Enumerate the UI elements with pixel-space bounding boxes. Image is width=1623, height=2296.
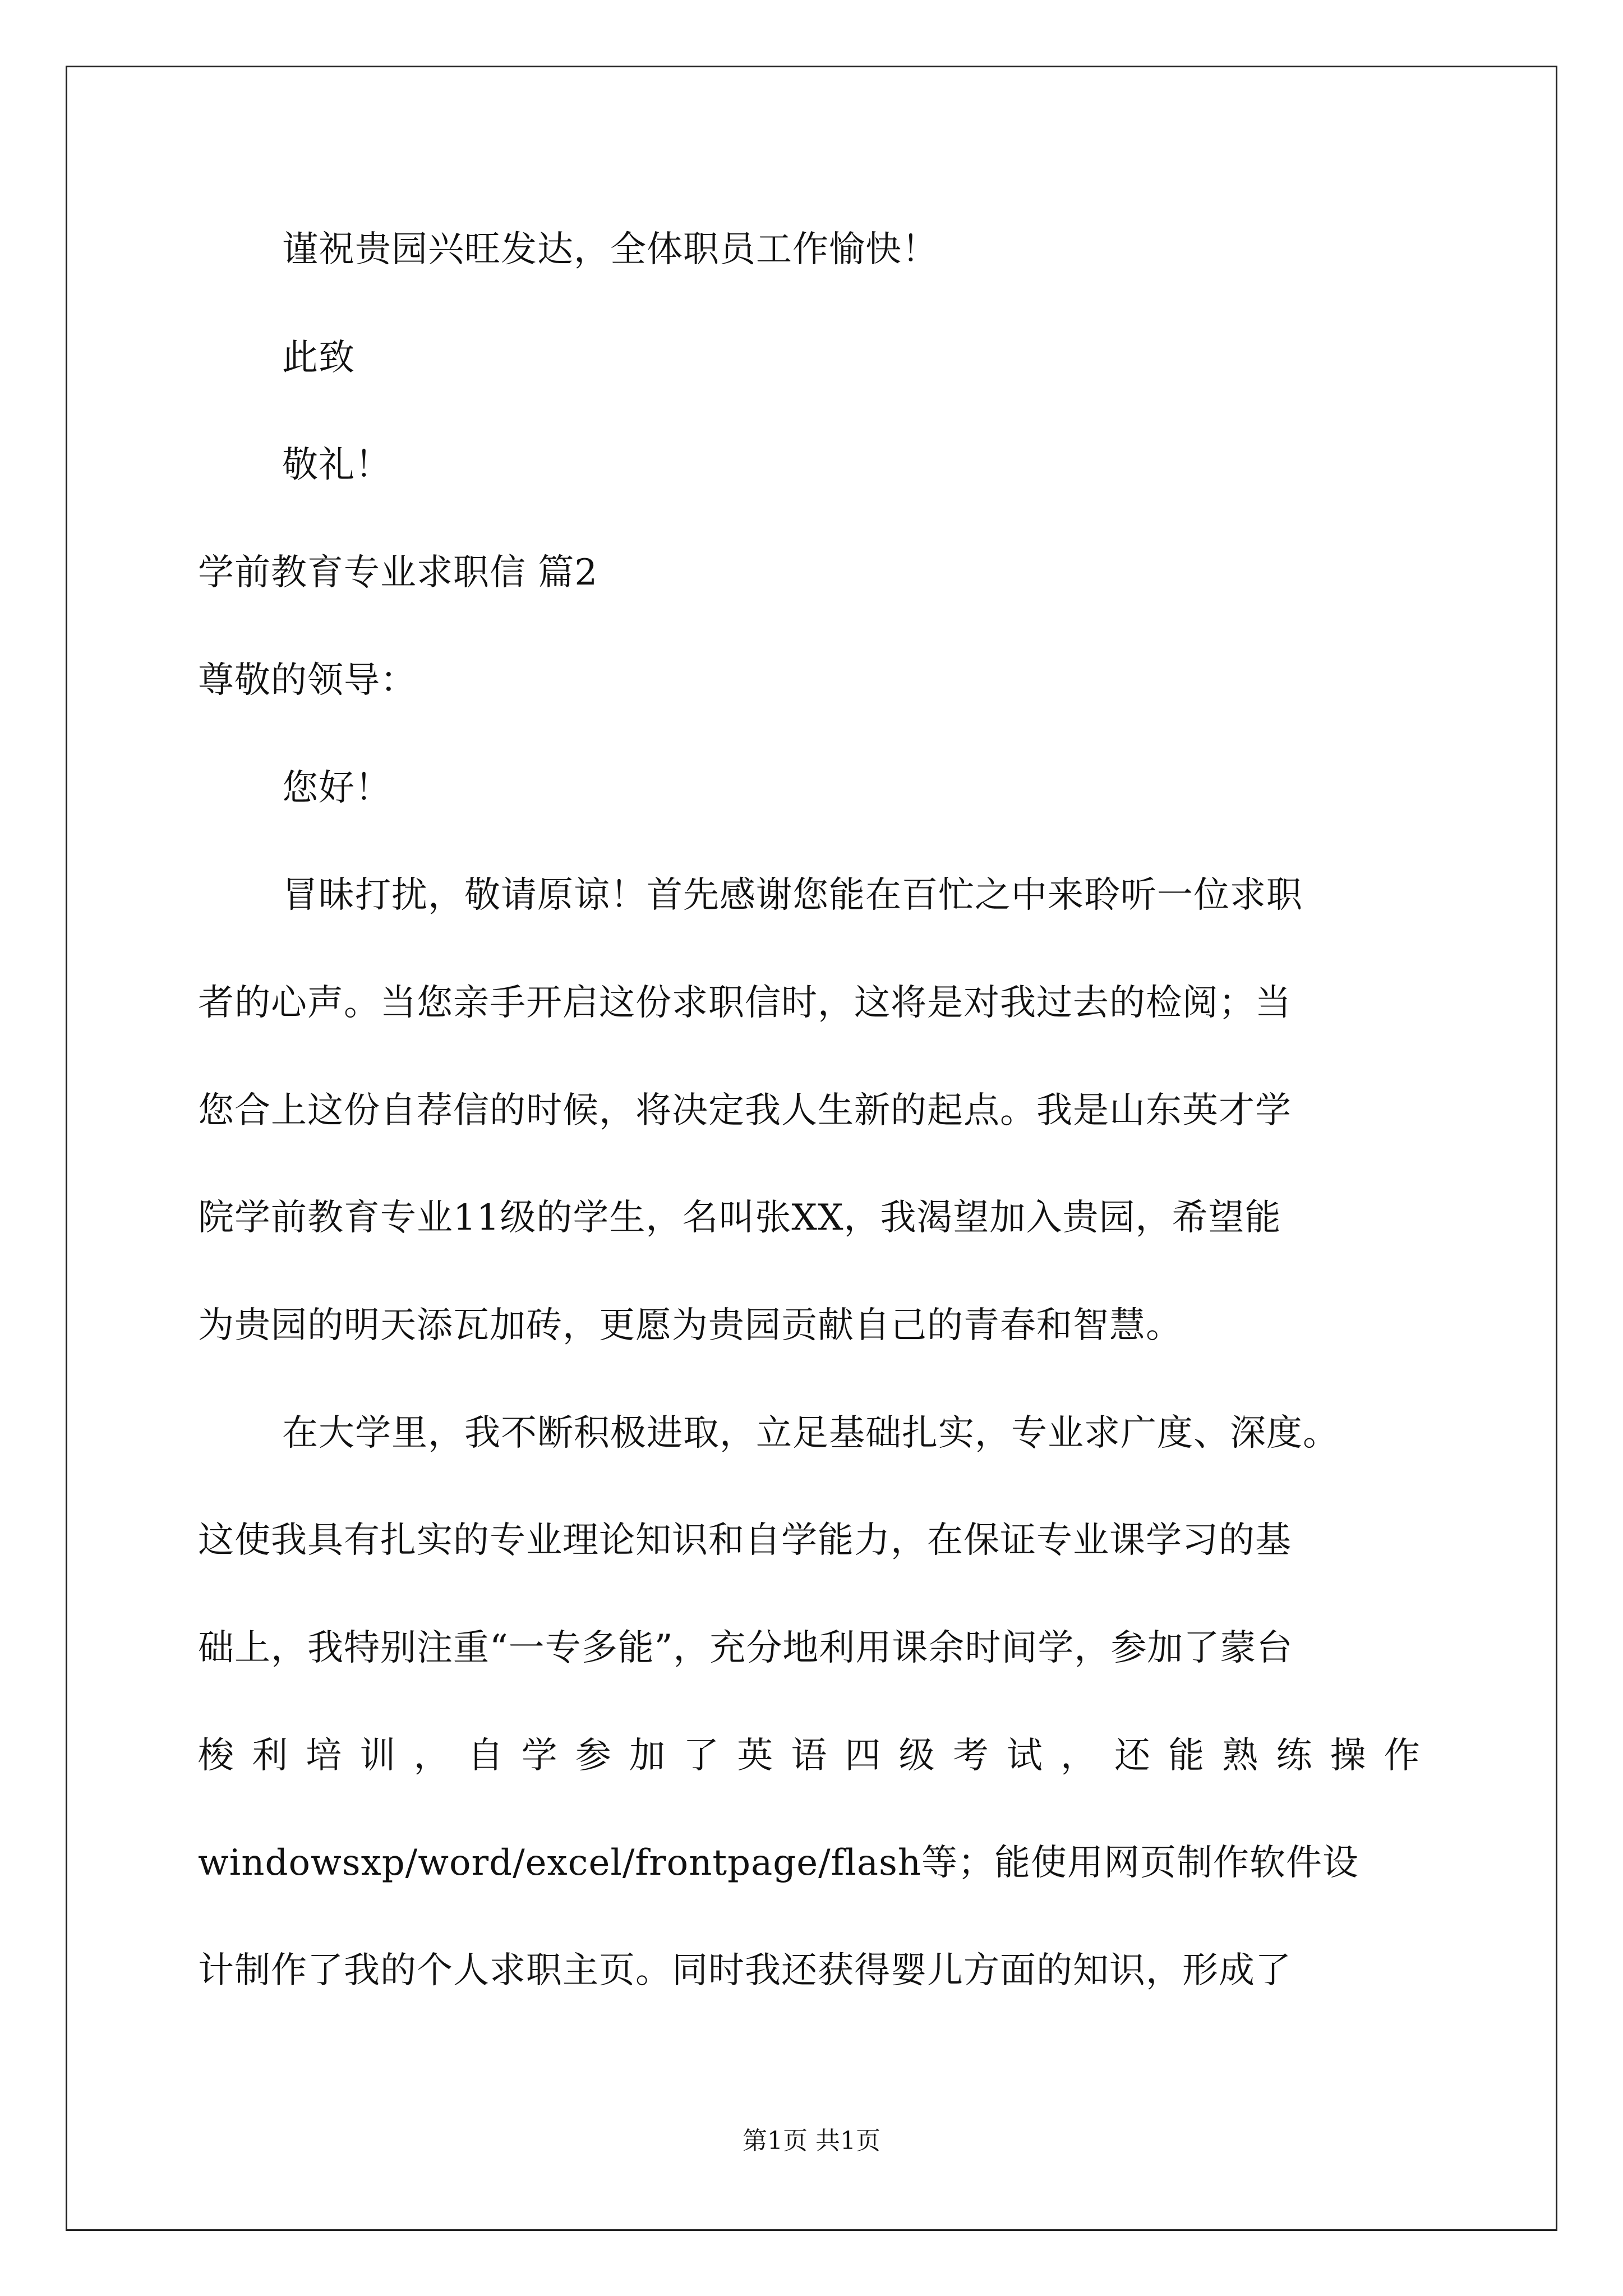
paragraph-2-line-6: 计制作了我的个人求职主页。同时我还获得婴儿方面的知识，形成了	[198, 1950, 1292, 1991]
justified-glyph: 参	[575, 1735, 612, 1777]
paragraph-2-line-3: 础上，我特别注重“一专多能”，充分地利用课余时间学，参加了蒙台	[198, 1627, 1293, 1669]
justified-glyph: 操	[1330, 1735, 1367, 1777]
justified-glyph: 作	[1384, 1735, 1421, 1777]
paragraph-2-line-2: 这使我具有扎实的专业理论知识和自学能力，在保证专业课学习的基	[198, 1520, 1292, 1561]
paragraph-2-line-1: 在大学里，我不断积极进取，立足基础扎实，专业求广度、深度。	[282, 1412, 1339, 1454]
justified-glyph: 试	[1006, 1735, 1043, 1777]
justified-glyph: 能	[1168, 1735, 1205, 1777]
justified-glyph: 培	[306, 1735, 343, 1777]
paragraph-2-line-5: windowsxp/word/excel/frontpage/flash等；能使用网页制作软件设	[198, 1842, 1359, 1884]
paragraph-1-line-3: 您合上这份自荐信的时候，将决定我人生新的起点。我是山东英才学	[198, 1090, 1292, 1131]
justified-glyph: 熟	[1222, 1735, 1259, 1777]
paragraph-1-line-5: 为贵园的明天添瓦加砖，更愿为贵园贡献自己的青春和智慧。	[198, 1305, 1182, 1346]
closing-jingli: 敬礼！	[282, 444, 391, 486]
justified-glyph: 练	[1276, 1735, 1313, 1777]
paragraph-1-line-4: 院学前教育专业11级的学生，名叫张XX，我渴望加入贵园，希望能	[198, 1197, 1281, 1239]
justified-glyph: 了	[683, 1735, 720, 1777]
salutation: 尊敬的领导：	[198, 660, 417, 701]
justified-glyph: 加	[629, 1735, 666, 1777]
justified-glyph: 语	[791, 1735, 828, 1777]
justified-glyph: ，	[413, 1735, 450, 1777]
page-footer: 第1页 共1页	[743, 2127, 880, 2155]
justified-glyph: 还	[1114, 1735, 1151, 1777]
paragraph-1-line-1: 冒昧打扰，敬请原谅！首先感谢您能在百忙之中来聆听一位求职	[282, 875, 1303, 916]
closing-cizhi: 此致	[282, 337, 355, 379]
justified-glyph: 考	[952, 1735, 989, 1777]
paragraph-2-line-4	[198, 1733, 1421, 1778]
greeting: 您好！	[282, 767, 391, 809]
page-border	[66, 66, 1557, 2231]
justified-glyph: 训	[359, 1735, 396, 1777]
justified-glyph: ，	[1061, 1735, 1097, 1777]
justified-glyph: 梭	[198, 1735, 234, 1777]
justified-glyph: 学	[521, 1735, 558, 1777]
justified-glyph: 英	[737, 1735, 774, 1777]
justified-glyph: 自	[467, 1735, 504, 1777]
closing-wish: 谨祝贵园兴旺发达，全体职员工作愉快！	[282, 229, 938, 270]
justified-glyph: 利	[252, 1735, 289, 1777]
justified-glyph: 四	[845, 1735, 882, 1777]
section-heading: 学前教育专业求职信 篇2	[198, 552, 598, 593]
paragraph-1-line-2: 者的心声。当您亲手开启这份求职信时，这将是对我过去的检阅；当	[198, 982, 1292, 1024]
justified-glyph: 级	[898, 1735, 935, 1777]
